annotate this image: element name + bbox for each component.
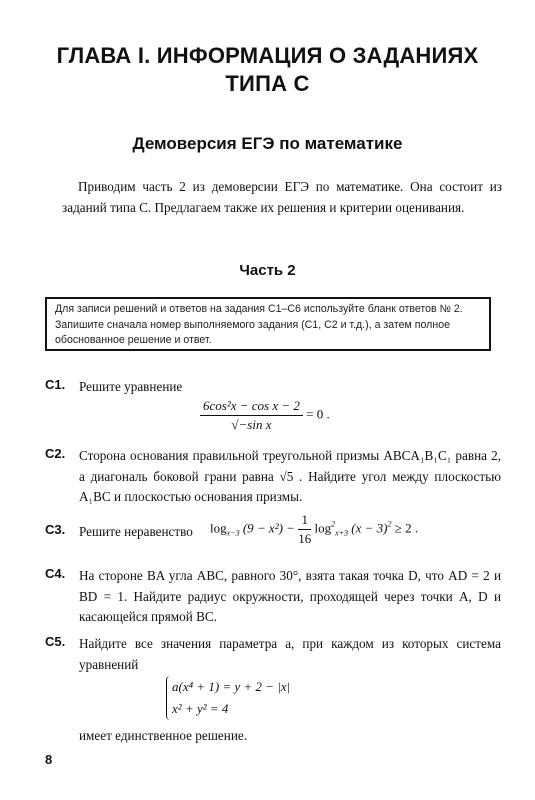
page-number: 8 [45, 752, 53, 767]
task-c1-fraction [200, 398, 303, 433]
task-c5-system [166, 676, 290, 720]
task-c3-denominator: 16 [298, 531, 312, 546]
task-c5-eq1: a(x⁴ + 1) = y + 2 − |x| [172, 679, 291, 694]
task-c3-arg2-power: 2 [387, 519, 392, 529]
task-c2-text: Сторона основания правильной треугольной призмы ABCA₁B₁C₁ равна 2, а диагональ боковой грани равна √5 . Найдите угол между плоскостью A₁BC и плоскостью основания призмы. [79, 448, 501, 504]
task-c3-fraction [298, 512, 311, 547]
task-c3-log-base: x−3 [226, 528, 240, 538]
chapter-heading [40, 42, 495, 98]
task-c3-formula [210, 512, 418, 547]
task-c5-label: С5. [45, 634, 66, 649]
task-c1-formula [200, 398, 330, 433]
task-c1-numerator: 6cos²x − cos x − 2 [200, 398, 303, 416]
task-c3-numerator: 1 [298, 512, 311, 530]
task-c3-log: log [210, 520, 227, 536]
task-c5-eq2: x² + y² = 4 [172, 701, 229, 716]
chapter-heading-line2: ТИПА С [225, 71, 310, 96]
instructions-box: Для записи решений и ответов на задания С1–С6 используйте бланк ответов № 2. Запишите сначала номер выполняемого задания (С1, С2 и т.д.), а затем полное обоснованное решение и ответ. [45, 297, 491, 351]
task-c5-text: Найдите все значения параметра a, при каждом из которых система уравнений [79, 636, 501, 672]
task-c3-text: Решите неравенство [79, 524, 193, 539]
task-c3-log2: log [314, 520, 332, 536]
section-subtitle: Демоверсия ЕГЭ по математике [132, 134, 403, 153]
intro-paragraph: Приводим часть 2 из демоверсии ЕГЭ по математике. Она состоит из заданий типа С. Предлагаем также их решения и критерии оценивания. [62, 179, 502, 215]
task-c3-log2-power: 2 [331, 519, 336, 529]
task-c3-rhs: ≥ 2 . [394, 520, 419, 536]
task-c1-rhs: = 0 . [306, 406, 330, 422]
task-c1-denominator: √−sin x [231, 417, 272, 432]
task-c5-tail: имеет единственное решение. [79, 728, 248, 743]
task-c3-log2-base: x+3 [335, 528, 349, 538]
part-title: Часть 2 [239, 262, 296, 279]
task-c4-text: На стороне BA угла ABC, равного 30°, взята такая точка D, что AD = 2 и BD = 1. Найдите радиус окружности, проходящей через точки A, D и касающейся прямой BC. [79, 568, 501, 624]
task-c3-label: С3. [45, 522, 66, 537]
task-c2-label: С2. [45, 446, 66, 461]
chapter-heading-line1: ГЛАВА I. ИНФОРМАЦИЯ О ЗАДАНИЯХ [56, 43, 479, 68]
task-c3-arg2: (x − 3) [351, 520, 388, 536]
task-c3-arg: (9 − x²) − [242, 520, 295, 536]
task-c4-label: С4. [45, 566, 66, 581]
task-c1-text: Решите уравнение [79, 379, 183, 394]
task-c1-label: С1. [45, 377, 66, 392]
